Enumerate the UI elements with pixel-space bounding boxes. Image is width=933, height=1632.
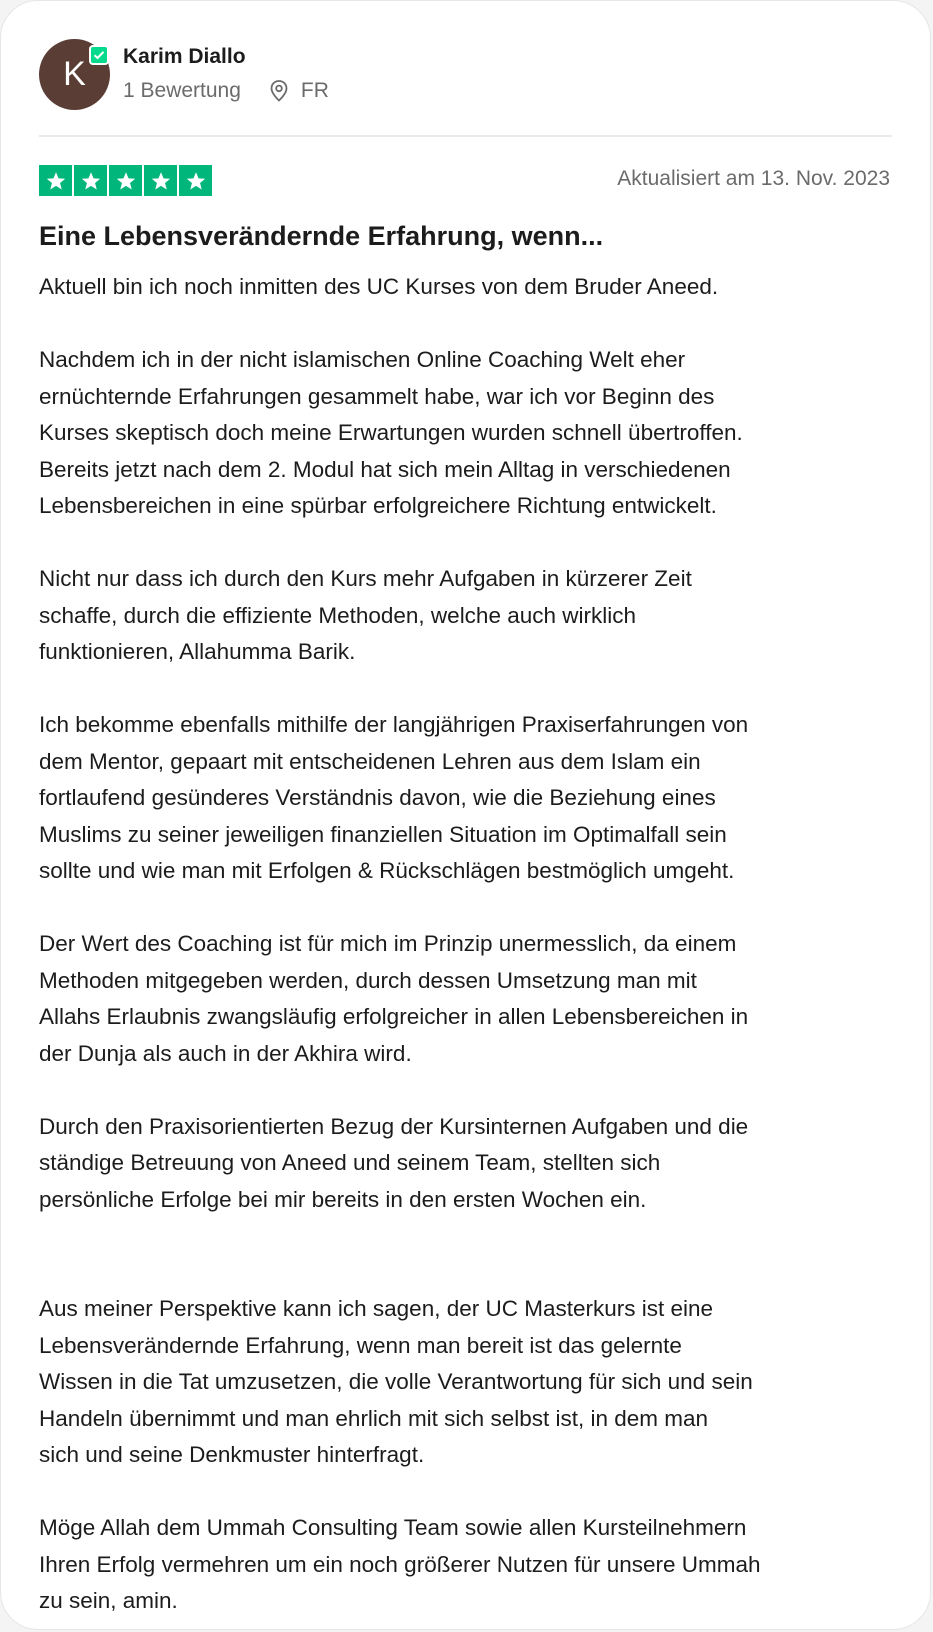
star-icon [144,165,177,196]
star-rating [39,165,214,196]
location-pin-icon [269,79,289,103]
star-icon [39,165,72,196]
review-body: Aktuell bin ich noch inmitten des UC Kurses von dem Bruder Aneed. Nachdem ich in der nicht islamischen Online Coaching Welt eher ernüchternde Erfahrungen gesammelt habe, war ich vor Beginn des Kurses skeptisch doch meine Erwartungen wurden schnell übertroffen. Bereits jetzt nach dem 2. Modul hat sich mein Alltag in verschiedenen Lebensbereichen in eine spürbar erfolgreichere Richtung entwickelt. Nicht nur dass ich durch den Kurs mehr Aufgaben in kürzerer Zeit schaffe, durch die effiziente Methoden, welche auch wirklich funktionieren, Allahumma Barik. Ich bekomme ebenfalls mithilfe der langjährigen Praxiserfahrungen von dem Mentor, gepaart mit entscheidenen Lehren aus dem Islam ein fortlaufend gesünderes Verständnis davon, wie die Beziehung eines Muslims zu seiner jeweiligen finanziellen Situation im Optimalfall sein sollte und wie man mit Erfolgen & Rückschlägen bestmöglich umgeht. Der Wert des Coaching ist für mich im Prinzip unermesslich, da einem Methoden mitgegeben werden, durch dessen Umsetzung man mit Allahs Erlaubnis zwangsläufig erfolgreicher in allen Lebensbereichen in der Dunja als auch in der Akhira wird. Durch den Praxisorientierten Bezug der Kursinternen Aufgaben und die ständige Betreuung von Aneed und seinem Team, stellten sich persönliche Erfolge bei mir bereits in den ersten Wochen ein. Aus meiner Perspektive kann ich sagen, der UC Masterkurs ist eine Lebensverändernde Erfahrung, wenn man bereit ist das gelernte Wissen in die Tat umzusetzen, die volle Verantwortung für sich und sein Handeln übernimmt und man ehrlich mit sich selbst ist, in dem man sich und seine Denkmuster hinterfragt. Möge Allah dem Ummah Consulting Team sowie allen Kursteilnehmern Ihren Erfolg vermehren um ein noch größerer Nutzen für unsere Ummah zu sein, amin. [39,274,761,1613]
avatar-initial: K [63,55,86,93]
star-icon [179,165,212,196]
review-title[interactable]: Eine Lebensverändernde Erfahrung, wenn... [39,221,604,251]
reviewer-meta [123,79,329,103]
star-icon [109,165,142,196]
verified-check-icon [89,45,109,65]
reviewer-country: FR [300,79,329,102]
reviewer-header [39,39,892,111]
review-date: Aktualisiert am 13. Nov. 2023 [617,167,890,190]
star-icon [74,165,107,196]
divider [39,135,892,137]
reviewer-name[interactable]: Karim Diallo [123,45,246,68]
review-count: 1 Bewertung [123,79,241,102]
